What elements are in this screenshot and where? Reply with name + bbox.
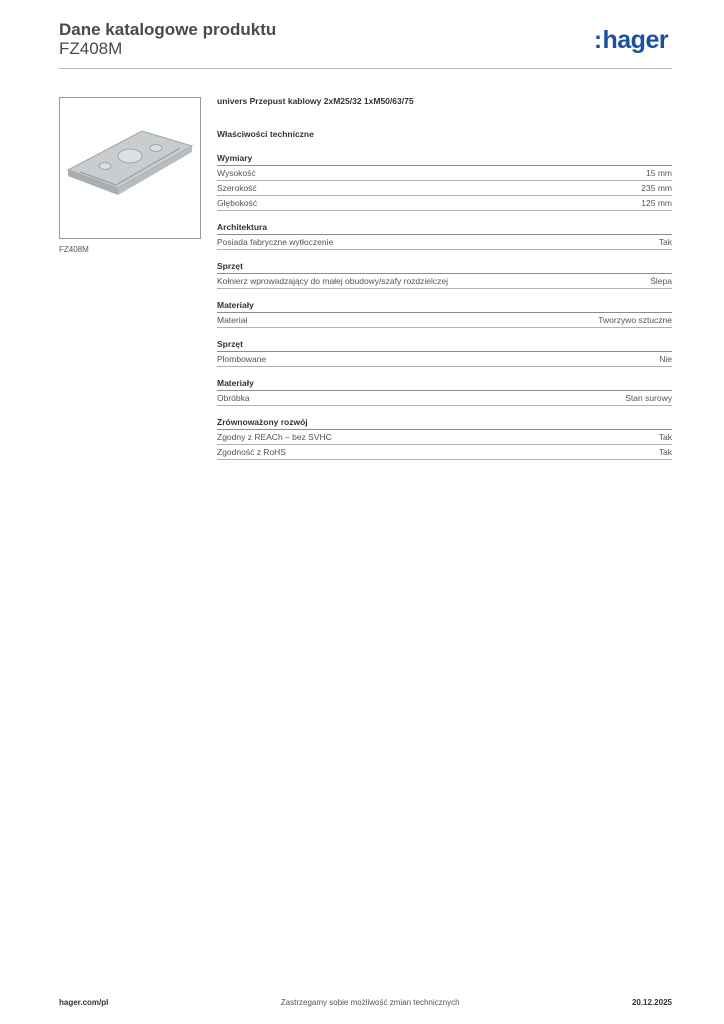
spec-row — [217, 445, 672, 460]
properties-heading: Właściwości techniczne — [217, 129, 314, 139]
product-details — [217, 96, 672, 471]
spec-section — [217, 378, 672, 406]
footer-website: hager.com/pl — [59, 998, 109, 1007]
spec-row — [217, 235, 672, 250]
spec-label: Plombowane — [217, 354, 267, 364]
page-title: Dane katalogowe produktu — [59, 20, 277, 39]
hager-logo: :hager — [594, 26, 669, 54]
spec-section — [217, 153, 672, 211]
spec-row — [217, 196, 672, 211]
spec-row — [217, 430, 672, 445]
product-image — [59, 97, 201, 239]
spec-row — [217, 166, 672, 181]
product-name: univers Przepust kablowy 2xM25/32 1xM50/63/75 — [217, 96, 414, 106]
spec-value: Tak — [658, 432, 672, 442]
spec-label: Materiał — [217, 315, 248, 325]
spec-row — [217, 313, 672, 328]
spec-value: Tak — [658, 237, 672, 247]
product-code: FZ408M — [59, 39, 123, 58]
logo-text: hager — [602, 26, 669, 54]
spec-sections — [217, 153, 672, 460]
spec-value: 15 mm — [646, 168, 672, 178]
cable-gland-plate-picture — [60, 98, 200, 238]
spec-value: 125 mm — [641, 198, 672, 208]
spec-value: Nie — [659, 354, 672, 364]
spec-value: Tworzywo sztuczne — [598, 315, 672, 325]
spec-section — [217, 417, 672, 460]
spec-label: Zgodny z REACh – bez SVHC — [217, 432, 332, 442]
page-footer — [59, 998, 672, 1007]
spec-label: Zgodność z RoHS — [217, 447, 286, 457]
spec-label: Głębokość — [217, 198, 258, 208]
section-heading: Wymiary — [217, 153, 672, 166]
spec-row — [217, 352, 672, 367]
footer-notice: Zastrzegamy sobie możliwość zmian technicznych — [280, 998, 460, 1007]
image-caption: FZ408M — [59, 245, 89, 254]
spec-value: Ślepa — [650, 276, 672, 286]
section-heading: Zrównoważony rozwój — [217, 417, 672, 430]
section-heading: Architektura — [217, 222, 672, 235]
spec-value: 235 mm — [641, 183, 672, 193]
spec-label: Wysokość — [217, 168, 256, 178]
section-heading: Materiały — [217, 300, 672, 313]
spec-row — [217, 274, 672, 289]
section-heading: Materiały — [217, 378, 672, 391]
spec-value: Tak — [658, 447, 672, 457]
spec-label: Szerokość — [217, 183, 257, 193]
spec-row — [217, 391, 672, 406]
section-heading: Sprzęt — [217, 339, 672, 352]
header-divider — [59, 68, 672, 69]
spec-section — [217, 339, 672, 367]
spec-value: Stan surowy — [625, 393, 672, 403]
spec-section — [217, 222, 672, 250]
footer-date: 20.12.2025 — [631, 998, 672, 1007]
spec-label: Posiada fabryczne wytłoczenie — [217, 237, 334, 247]
section-heading: Sprzęt — [217, 261, 672, 274]
spec-section — [217, 261, 672, 289]
spec-section — [217, 300, 672, 328]
spec-row — [217, 181, 672, 196]
spec-label: Kołnierz wprowadzający do małej obudowy/szafy rozdzielczej — [217, 276, 449, 286]
spec-label: Obróbka — [217, 393, 250, 403]
